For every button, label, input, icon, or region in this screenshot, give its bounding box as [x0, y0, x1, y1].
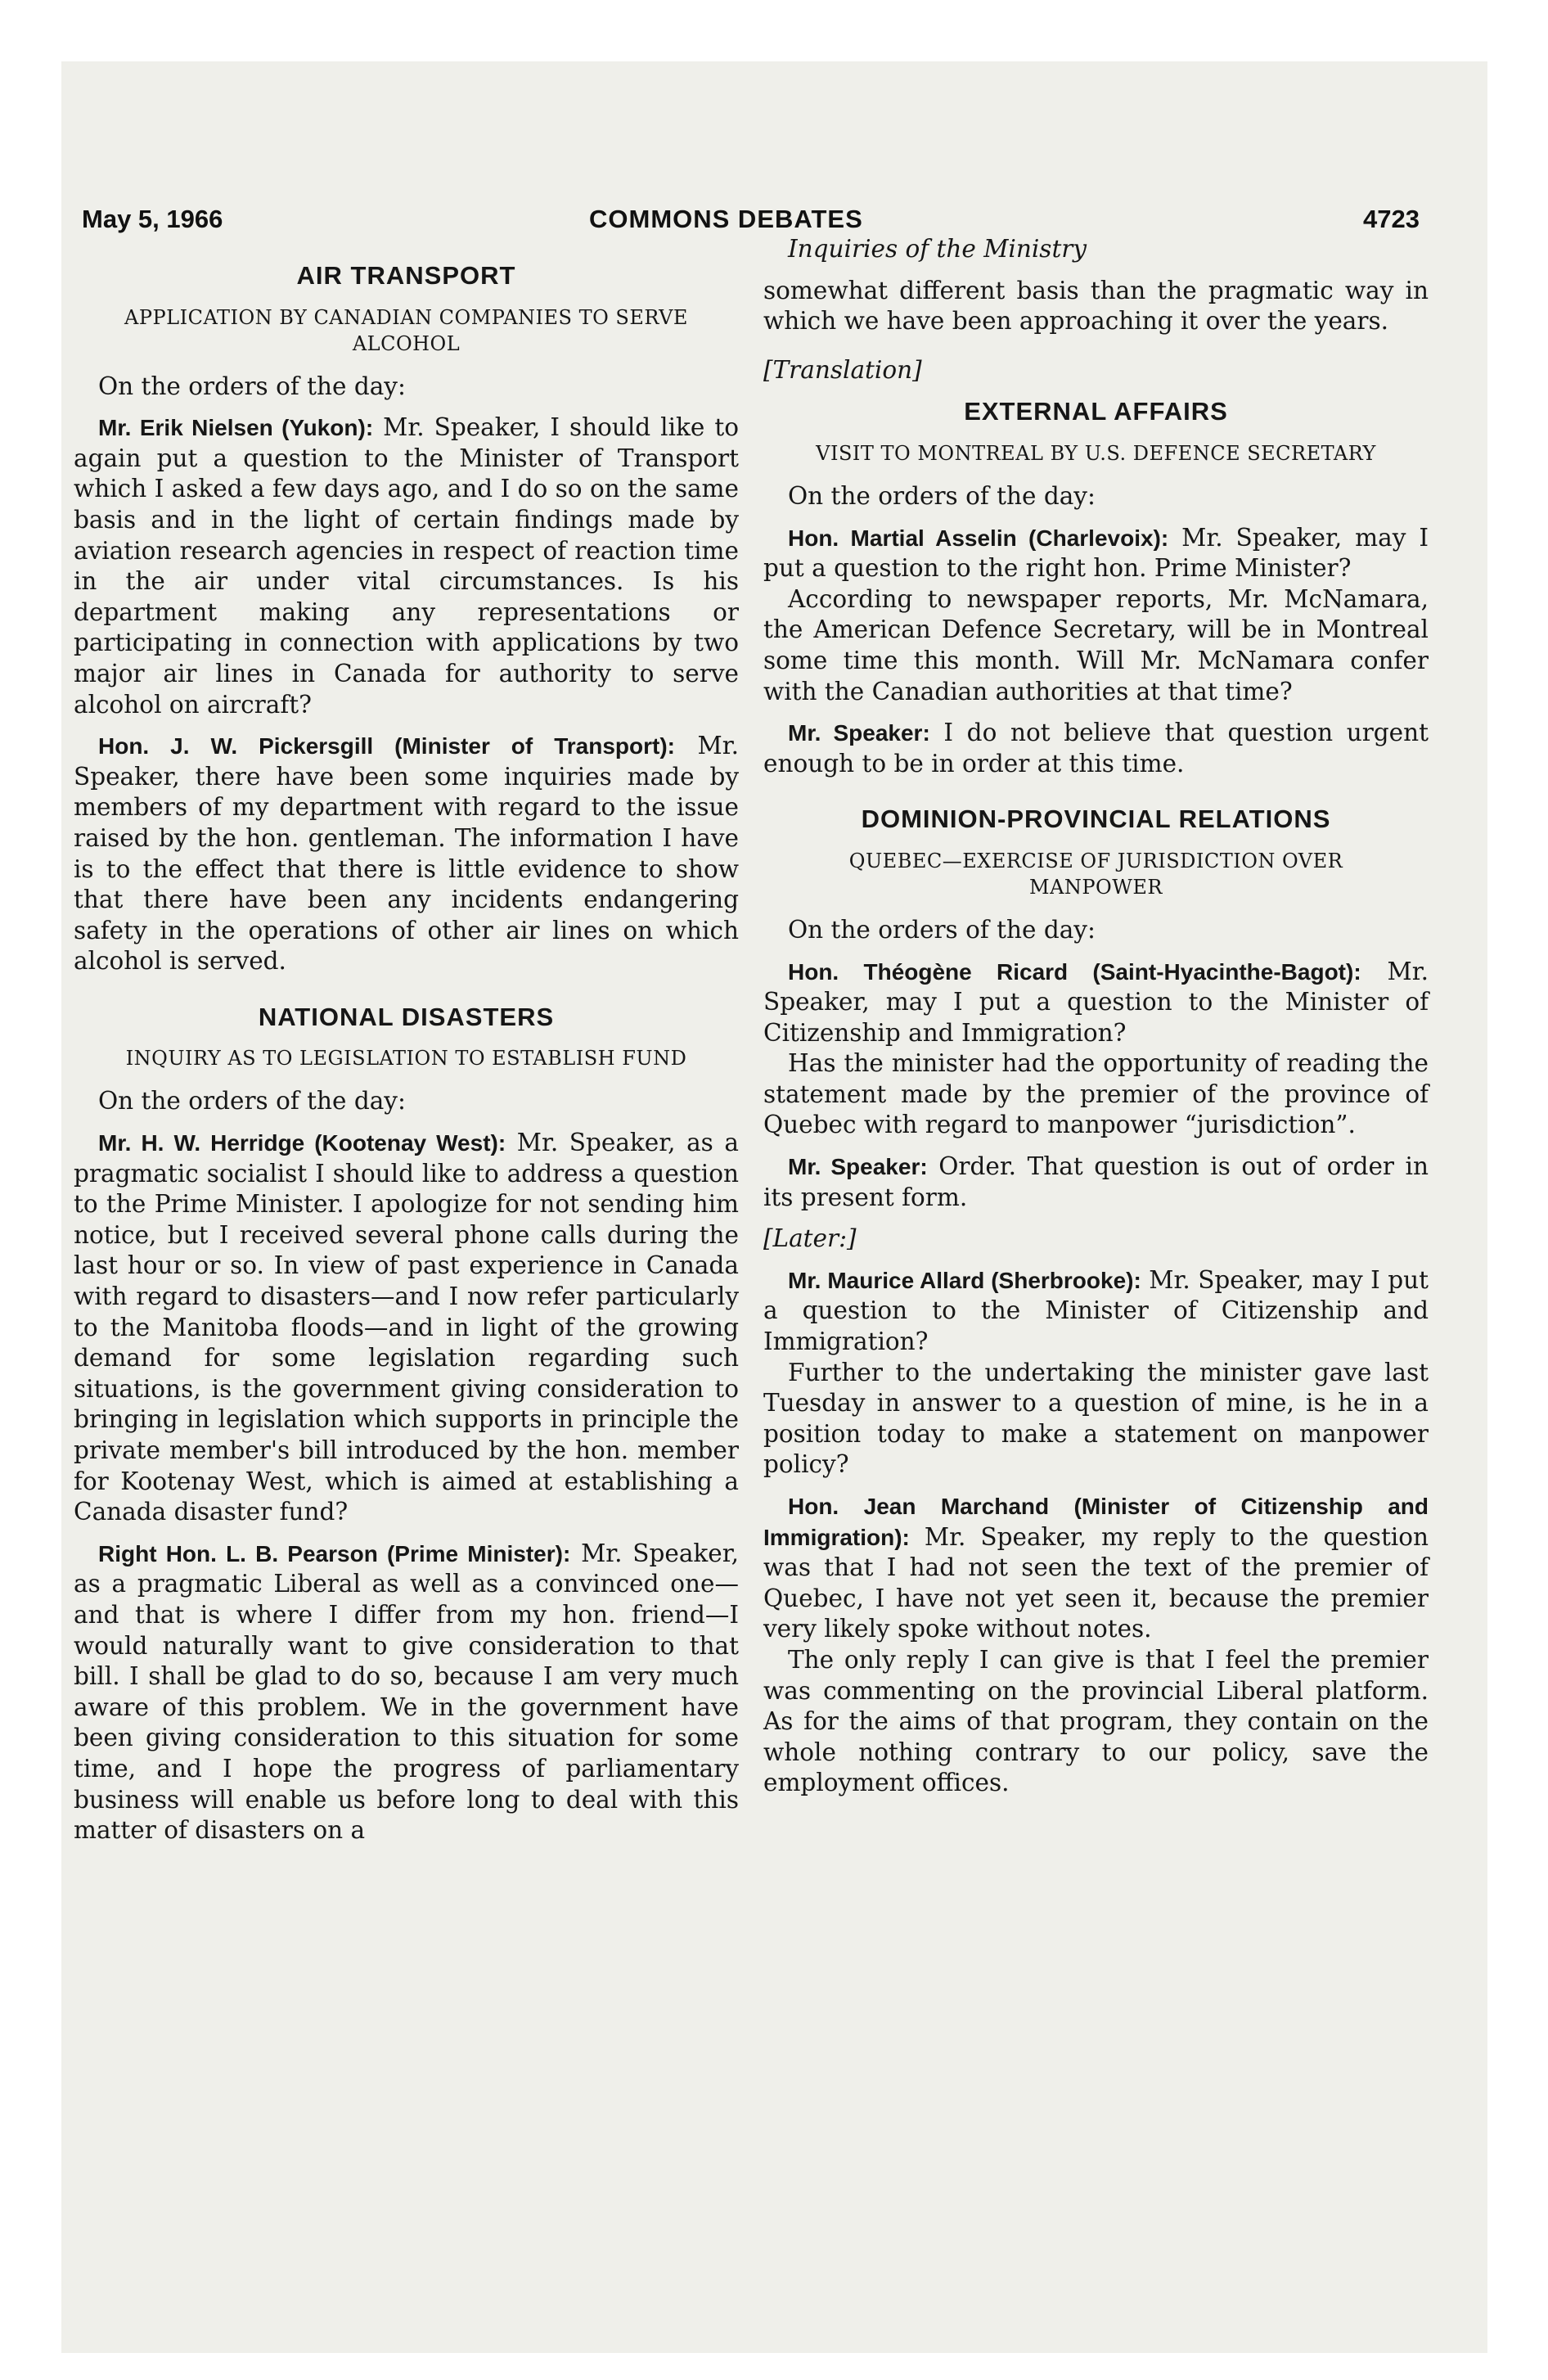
- speech-paragraph: Has the minister had the opportunity of reading the statement made by the premier of the province of Quebec with regard to manpower “jurisdiction”.: [763, 1049, 1429, 1139]
- speaker-name: Mr. Speaker:: [788, 720, 930, 746]
- speech-paragraph: The only reply I can give is that I feel the premier was commenting on the provincial Liberal platform. As for the aims of that program, they contain on the whole nothing contrary to our policy, save the employment offices.: [763, 1645, 1429, 1797]
- speech-text: Order. That question is out of order in its present form.: [763, 1152, 1429, 1211]
- speech-paragraph: [763, 1152, 1429, 1213]
- running-title: Inquiries of the Ministry: [788, 235, 1087, 263]
- orders-of-day: On the orders of the day:: [98, 1087, 406, 1116]
- speech-paragraph: [763, 957, 1429, 1049]
- later-note: [Later:]: [763, 1224, 857, 1253]
- orders-of-day: On the orders of the day:: [788, 915, 1096, 944]
- speech-text: Mr. Speaker, may I put a question to the Minister of Citizenship and Immigration?: [763, 1265, 1429, 1356]
- page-number: 4723: [1363, 205, 1420, 233]
- orders-of-day: On the orders of the day:: [788, 481, 1096, 510]
- speaker-name: Right Hon. L. B. Pearson (Prime Minister):: [98, 1540, 571, 1566]
- section-heading: EXTERNAL AFFAIRS: [964, 397, 1228, 426]
- speech-text: Mr. Speaker, my reply to the question was that I had not seen the text of the premier of Quebec, I have not yet seen it, because the premier very likely spoke without notes.: [763, 1522, 1429, 1643]
- speaker-name: Hon. Théogène Ricard (Saint-Hyacinthe-Bagot):: [788, 958, 1361, 985]
- section-subheading: INQUIRY AS TO LEGISLATION TO ESTABLISH FUND: [125, 1047, 687, 1071]
- section-heading: AIR TRANSPORT: [296, 261, 516, 290]
- section-heading: DOMINION-PROVINCIAL RELATIONS: [861, 805, 1331, 834]
- section-subheading: VISIT TO MONTREAL BY U.S. DEFENCE SECRETARY: [816, 441, 1376, 465]
- speech-paragraph: [74, 412, 739, 720]
- speaker-name: Mr. Speaker:: [788, 1154, 928, 1180]
- speech-paragraph: [74, 1539, 739, 1846]
- speech-text: Mr. Speaker, there have been some inquiries made by members of my department with regard to the issue raised by the hon. gentleman. The information I have is to the effect that there is little evidence to show that there have been any incidents endangering safety in the operations of other air lines on which alcohol is served.: [74, 732, 739, 976]
- speaker-name: Mr. Maurice Allard (Sherbrooke):: [788, 1267, 1141, 1293]
- speech-text: Mr. Speaker, as a pragmatic socialist I should like to address a question to the Prime Minister. I apologize for not sending him notice, but I received several phone calls during the last hour or so. In view of past experience in Canada with regard to disasters—and I now refer particularly to the Manitoba floods—and in light of the growing demand for some legislation regarding such situations, is the government giving consideration to bringing in legislation which supports in principle the private member's bill introduced by the hon. member for Kootenay West, which is aimed at establishing a Canada disaster fund?: [74, 1129, 740, 1526]
- speaker-name: Mr. Erik Nielsen (Yukon):: [98, 415, 374, 441]
- orders-of-day: On the orders of the day:: [98, 372, 406, 400]
- speech-paragraph: [763, 1491, 1429, 1645]
- left-column: [74, 234, 739, 1846]
- speech-text: I do not believe that question urgent enough to be in order at this time.: [763, 719, 1429, 778]
- translation-note: [Translation]: [763, 355, 922, 384]
- speech-paragraph: [74, 1128, 739, 1528]
- section-subheading: QUEBEC—EXERCISE OF JURISDICTION OVER MANPOWER: [848, 849, 1343, 899]
- speech-text: Mr. Speaker, I should like to again put a question to the Minister of Transport which I asked a few days ago, and I do so on the same basis and in the light of certain findings made by aviation research agencies in respect of reaction time in the air under vital circumstances. Is his department making any representations or participating in connection with applications by two major air lines in Canada for authority to serve alcohol on aircraft?: [74, 413, 739, 719]
- header-title: COMMONS DEBATES: [589, 205, 863, 233]
- speech-paragraph: [763, 1265, 1429, 1358]
- speech-paragraph: [763, 718, 1429, 779]
- speech-text: Mr. Speaker, may I put a question to the Minister of Citizenship and Immigration?: [763, 957, 1429, 1047]
- right-column: [763, 234, 1429, 1810]
- continued-text: somewhat different basis than the pragmatic way in which we have been approaching it over the years.: [763, 276, 1429, 336]
- speaker-name: Hon. Jean Marchand (Minister of Citizenship and Immigration):: [763, 1494, 1429, 1550]
- speech-text: Mr. Speaker, may I put a question to the right hon. Prime Minister?: [763, 523, 1429, 583]
- speech-paragraph: According to newspaper reports, Mr. McNamara, the American Defence Secretary, will be in Montreal some time this month. Will Mr. McNamara confer with the Canadian authorities at that time?: [763, 584, 1429, 705]
- speaker-name: Hon. Martial Asselin (Charlevoix):: [788, 525, 1169, 551]
- section-subheading: APPLICATION BY CANADIAN COMPANIES TO SERVE ALCOHOL: [124, 305, 688, 355]
- speaker-name: Hon. J. W. Pickersgill (Minister of Transport):: [98, 733, 675, 760]
- speech-text: Mr. Speaker, as a pragmatic Liberal as well as a convinced one—and that is where I differ from my hon. friend—I would naturally want to give consideration to that bill. I shall be glad to do so, because I am very much aware of this problem. We in the government have been giving consideration to this situation for some time, and I hope the progress of parliamentary business will enable us before long to deal with this matter of disasters on a: [74, 1539, 739, 1845]
- speaker-name: Mr. H. W. Herridge (Kootenay West):: [98, 1130, 506, 1156]
- section-heading: NATIONAL DISASTERS: [258, 1002, 555, 1031]
- speech-paragraph: Further to the undertaking the minister gave last Tuesday in answer to a question of mine, is he in a position today to make a statement on manpower policy?: [763, 1358, 1429, 1479]
- header-date: May 5, 1966: [82, 205, 223, 233]
- speech-paragraph: [763, 523, 1429, 584]
- speech-paragraph: [74, 731, 739, 977]
